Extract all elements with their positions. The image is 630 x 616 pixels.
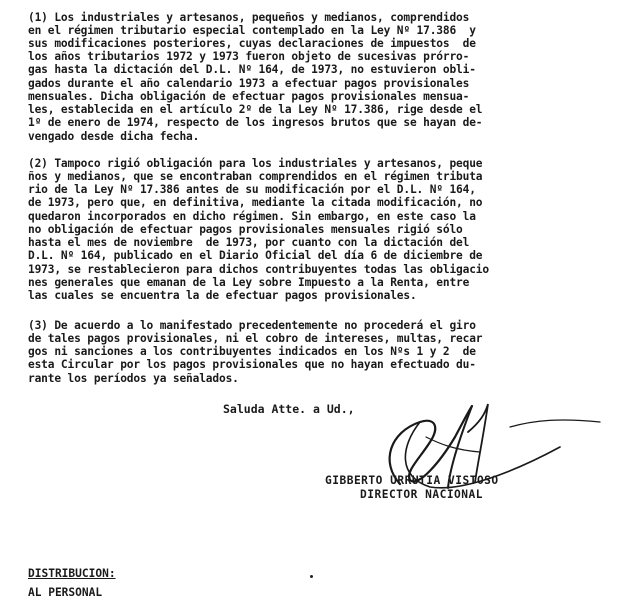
p1-line: los años tributarios 1972 y 1973 fueron objeto de sucesivas prórro- — [28, 50, 470, 63]
p2-line: de 1973, pero que, en definitiva, mediante la citada modificación, no — [28, 196, 483, 209]
p3-line: gos ni sanciones a los contribuyentes indicados en los Nºs 1 y 2 de — [28, 345, 476, 358]
p3-line: rante los períodos ya señalados. — [28, 372, 239, 385]
p3-line: (3) De acuerdo a lo manifestado precedentemente no procederá el giro — [28, 319, 476, 332]
ink-speck — [310, 575, 313, 578]
p1-line: les, establecida en el artículo 2º de la Ley Nº 17.386, rige desde el — [28, 103, 483, 116]
p2-line: 1973, se restablecieron para dichos contribuyentes todas las obligacio — [28, 263, 489, 276]
signer-name: GIBBERTO URRUTIA VISTOSO — [325, 474, 499, 487]
p2-line: ños y medianos, que se encontraban comprendidos en el régimen tributa — [28, 170, 483, 183]
p1-line: en el régimen tributario especial contemplado en la Ley Nº 17.386 y — [28, 24, 476, 37]
p2-line: hasta el mes de noviembre de 1973, por cuanto con la dictación del — [28, 236, 470, 249]
closing-salutation: Saluda Atte. a Ud., — [223, 402, 355, 416]
p1-line: gados durante el año calendario 1973 a efectuar pagos provisionales — [28, 77, 470, 90]
p2-line: nes generales que emanan de la Ley sobre Impuesto a la Renta, entre — [28, 276, 470, 289]
distribution-heading: DISTRIBUCION: — [28, 567, 116, 580]
p1-line: gas hasta la dictación del D.L. Nº 164, de 1973, no estuvieron obli- — [28, 63, 476, 76]
p2-line: las cuales se encuentra la de efectuar pagos provisionales. — [28, 289, 417, 302]
p1-line: 1º de enero de 1974, respecto de los ingresos brutos que se hayan de- — [28, 116, 483, 129]
signer-title: DIRECTOR NACIONAL — [360, 488, 484, 501]
p2-line: rio de la Ley Nº 17.386 antes de su modificación por el D.L. Nº 164, — [28, 183, 476, 196]
distribution-item: AL PERSONAL — [28, 586, 103, 599]
p2-line: no obligación de efectuar pagos provisionales mensuales rigió sólo — [28, 223, 463, 236]
p3-line: esta Circular por los pagos provisionales que no hayan efectuado du- — [28, 358, 476, 371]
p1-line: (1) Los industriales y artesanos, pequeños y medianos, comprendidos — [28, 11, 470, 24]
p2-line: D.L. Nº 164, publicado en el Diario Oficial del día 6 de diciembre de — [28, 249, 483, 262]
p1-line: mensuales. Dicha obligación de efectuar pagos provisionales mensua- — [28, 90, 470, 103]
p2-line: quedaron incorporados en dicho régimen. Sin embargo, en este caso la — [28, 210, 476, 223]
p3-line: de tales pagos provisionales, ni el cobro de intereses, multas, recar — [28, 332, 483, 345]
p1-line: sus modificaciones posteriores, cuyas declaraciones de impuestos de — [28, 37, 476, 50]
p2-line: (2) Tampoco rigió obligación para los industriales y artesanos, peque — [28, 157, 483, 170]
p1-line: vengado desde dicha fecha. — [28, 130, 200, 143]
